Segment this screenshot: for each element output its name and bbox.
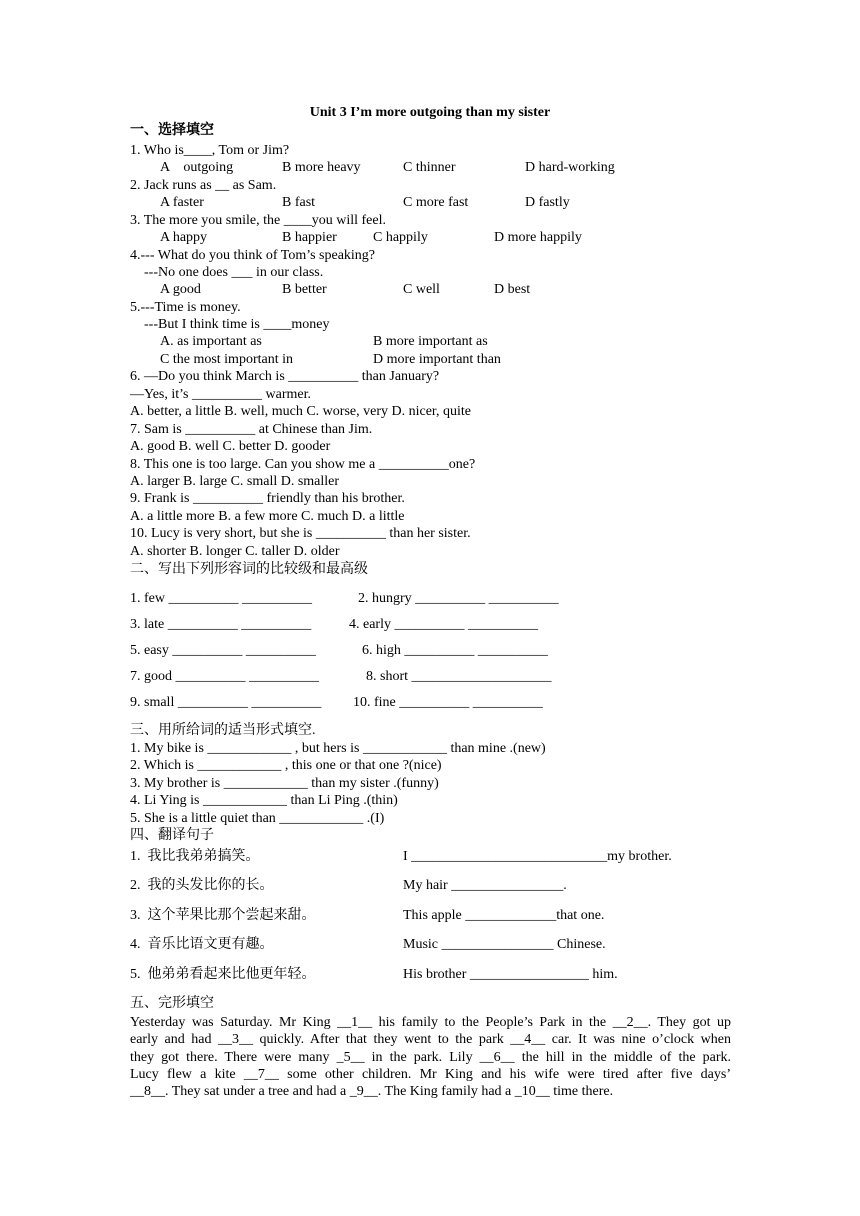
translate-en-4: Music ________________ Chinese. (403, 937, 606, 952)
q1-option-d: D hard-working (525, 160, 615, 175)
translate-en-2: My hair ________________. (403, 878, 567, 893)
q9-options: A. a little more B. a few more C. much D. a little (130, 509, 405, 524)
q2-stem: 2. Jack runs as __ as Sam. (130, 178, 277, 193)
adj-row-4-right: 8. short ____________________ (366, 669, 552, 684)
adj-row-5-right: 10. fine __________ __________ (353, 695, 543, 710)
q6-stem: 6. —Do you think March is __________ than January? (130, 369, 440, 384)
q2-option-d: D fastly (525, 195, 570, 210)
q1-option-c: C thinner (403, 160, 456, 175)
q4-stem-2: ---No one does ___ in our class. (144, 265, 324, 280)
cloze-line-1: Yesterday was Saturday. Mr King __1__ his family to the People’s Park in the __2__. They got up (130, 1015, 731, 1030)
fill-item-2: 2. Which is ____________ , this one or that one ?(nice) (130, 758, 442, 773)
translate-en-1: I ____________________________my brother. (403, 849, 672, 864)
translate-cn-2: 2. 我的头发比你的长。 (130, 878, 274, 893)
q5-option-a: A. as important as (160, 334, 262, 349)
translate-cn-3: 3. 这个苹果比那个尝起来甜。 (130, 908, 316, 923)
cloze-line-2: early and had __3__ quickly. After that they went to the park __4__ car. It was nine o’clock when (130, 1032, 731, 1048)
q1-option-a: A outgoing (160, 160, 234, 175)
part2-heading: 二、写出下列形容词的比较级和最高级 (130, 562, 368, 577)
q5-option-d: D more important than (373, 352, 501, 367)
q3-option-b: B happier (282, 230, 337, 245)
fill-item-1: 1. My bike is ____________ , but hers is ____________ than mine .(new) (130, 741, 546, 756)
q3-stem: 3. The more you smile, the ____you will feel. (130, 213, 386, 228)
q2-option-a: A faster (160, 195, 204, 210)
q3-option-a: A happy (160, 230, 208, 245)
adj-row-3-left: 5. easy __________ __________ (130, 643, 316, 658)
q4-option-c: C well (403, 282, 440, 297)
q2-option-c: C more fast (403, 195, 469, 210)
q8-stem: 8. This one is too large. Can you show me a __________one? (130, 457, 476, 472)
q3-option-d: D more happily (494, 230, 582, 245)
adj-row-1-right: 2. hungry __________ __________ (358, 591, 559, 606)
adj-row-4-left: 7. good __________ __________ (130, 669, 319, 684)
cloze-line-3: they got there. There were many _5__ in the park. Lily __6__ the hill in the middle of the park. (130, 1049, 731, 1065)
q4-option-a: A good (160, 282, 201, 297)
fill-item-5: 5. She is a little quiet than ____________ .(I) (130, 811, 385, 826)
cloze-line-5: __8__. They sat under a tree and had a _9__. The King family had a _10__ time there. (130, 1084, 614, 1100)
part4-heading: 四、翻译句子 (130, 828, 214, 843)
q4-option-d: D best (494, 282, 531, 297)
q4-option-b: B better (282, 282, 327, 297)
adj-row-5-left: 9. small __________ __________ (130, 695, 322, 710)
q5-option-c: C the most important in (160, 352, 293, 367)
adj-row-2-right: 4. early __________ __________ (349, 617, 538, 632)
part1-heading: 一、选择填空 (130, 123, 214, 138)
adj-row-2-left: 3. late __________ __________ (130, 617, 312, 632)
q1-stem: 1. Who is____, Tom or Jim? (130, 143, 290, 158)
fill-item-3: 3. My brother is ____________ than my sister .(funny) (130, 776, 439, 791)
worksheet-title: Unit 3 I’m more outgoing than my sister (309, 105, 551, 120)
q5-stem: 5.---Time is money. (130, 300, 241, 315)
q3-option-c: C happily (373, 230, 428, 245)
adj-row-1-left: 1. few __________ __________ (130, 591, 312, 606)
q8-options: A. larger B. large C. small D. smaller (130, 474, 340, 489)
q7-stem: 7. Sam is __________ at Chinese than Jim. (130, 422, 373, 437)
translate-cn-1: 1. 我比我弟弟搞笑。 (130, 849, 260, 864)
q1-option-b: B more heavy (282, 160, 361, 175)
q6-stem-2: —Yes, it’s __________ warmer. (130, 387, 311, 402)
fill-item-4: 4. Li Ying is ____________ than Li Ping .(thin) (130, 793, 398, 808)
q9-stem: 9. Frank is __________ friendly than his brother. (130, 491, 405, 506)
part3-heading: 三、用所给词的适当形式填空. (130, 723, 316, 738)
q5-stem-2: ---But I think time is ____money (144, 317, 330, 332)
q2-option-b: B fast (282, 195, 316, 210)
q10-options: A. shorter B. longer C. taller D. older (130, 544, 340, 559)
adj-row-3-right: 6. high __________ __________ (362, 643, 548, 658)
q10-stem: 10. Lucy is very short, but she is __________ than her sister. (130, 526, 471, 541)
q6-options: A. better, a little B. well, much C. worse, very D. nicer, quite (130, 404, 472, 419)
part5-heading: 五、完形填空 (130, 996, 214, 1011)
translate-cn-5: 5. 他弟弟看起来比他更年轻。 (130, 967, 316, 982)
translate-cn-4: 4. 音乐比语文更有趣。 (130, 937, 274, 952)
cloze-line-4: Lucy flew a kite __7__ some other children. Mr King and his wife were tired after five days’ (130, 1066, 731, 1082)
translate-en-5: His brother _________________ him. (403, 967, 618, 982)
cloze-passage (130, 1014, 731, 1100)
q5-option-b: B more important as (373, 334, 488, 349)
translate-en-3: This apple _____________that one. (403, 908, 605, 923)
q7-options: A. good B. well C. better D. gooder (130, 439, 331, 454)
q4-stem: 4.--- What do you think of Tom’s speaking? (130, 248, 376, 263)
